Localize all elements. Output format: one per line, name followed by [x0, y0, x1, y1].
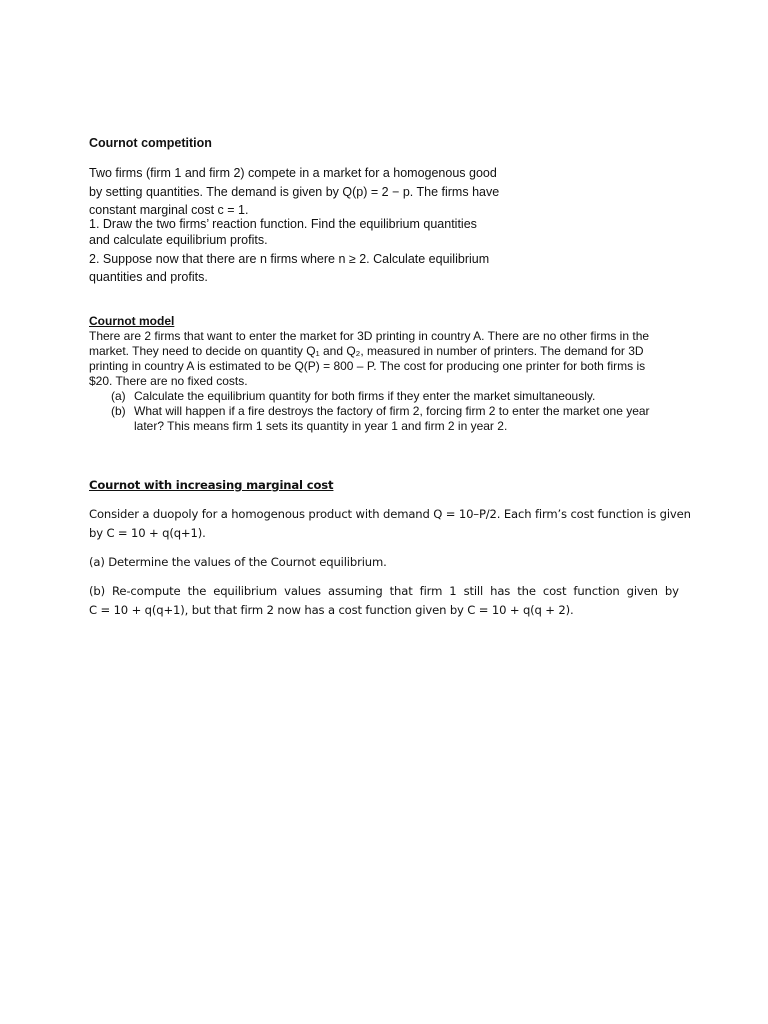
word: that: [389, 584, 413, 598]
word: still: [463, 584, 484, 598]
list-marker: (b): [111, 404, 126, 418]
word: 1: [449, 584, 457, 598]
paragraph-line: printing in country A is estimated to be Q(P) = 800 – P. The cost for producing one printer for both firms is: [89, 359, 646, 373]
word: by: [664, 584, 679, 598]
list-item-text: Calculate the equilibrium quantity for both firms if they enter the market simultaneously.: [134, 389, 596, 403]
word: function: [573, 584, 620, 598]
section-title-cournot-model: Cournot model: [89, 314, 175, 328]
list-marker: (a): [111, 389, 126, 403]
question-line: 1. Draw the two firms’ reaction function. Find the equilibrium quantities: [89, 217, 477, 231]
question-line: and calculate equilibrium profits.: [89, 233, 268, 247]
question-b-justified-line: [89, 584, 679, 598]
section-title-cournot-competition: Cournot competition: [89, 136, 212, 150]
paragraph-line: Consider a duopoly for a homogenous product with demand Q = 10–P/2. Each firm’s cost function is given: [89, 507, 691, 521]
word: the: [517, 584, 536, 598]
question-b-line: C = 10 + q(q+1), but that firm 2 now has a cost function given by C = 10 + q(q + 2).: [89, 603, 574, 617]
list-item-text: What will happen if a fire destroys the factory of firm 2, forcing firm 2 to enter the market one year: [134, 404, 650, 418]
word: assuming: [328, 584, 383, 598]
paragraph-line: constant marginal cost c = 1.: [89, 203, 249, 217]
word: values: [284, 584, 321, 598]
paragraph-line: There are 2 firms that want to enter the market for 3D printing in country A. There are no other firms in the: [89, 329, 650, 343]
word: (b): [89, 584, 105, 598]
paragraph-line: market. They need to decide on quantity Q₁ and Q₂, measured in number of printers. The demand for 3D: [89, 344, 644, 358]
paragraph-line: Two firms (firm 1 and firm 2) compete in a market for a homogenous good: [89, 166, 497, 180]
question-line: quantities and profits.: [89, 270, 208, 284]
list-item-text: later? This means firm 1 sets its quantity in year 1 and firm 2 in year 2.: [134, 419, 508, 433]
question-a: (a) Determine the values of the Cournot equilibrium.: [89, 555, 387, 569]
word: has: [490, 584, 511, 598]
word: the: [187, 584, 207, 598]
word: given: [626, 584, 658, 598]
word: cost: [542, 584, 567, 598]
paragraph-line: $20. There are no fixed costs.: [89, 374, 248, 388]
question-line: 2. Suppose now that there are n firms where n ≥ 2. Calculate equilibrium: [89, 252, 490, 266]
section-title-increasing-marginal-cost: Cournot with increasing marginal cost: [89, 478, 334, 492]
word: equilibrium: [213, 584, 278, 598]
paragraph-line: by C = 10 + q(q+1).: [89, 526, 206, 540]
word: firm: [419, 584, 443, 598]
word: Re-compute: [112, 584, 181, 598]
paragraph-line: by setting quantities. The demand is given by Q(p) = 2 − p. The firms have: [89, 185, 500, 199]
